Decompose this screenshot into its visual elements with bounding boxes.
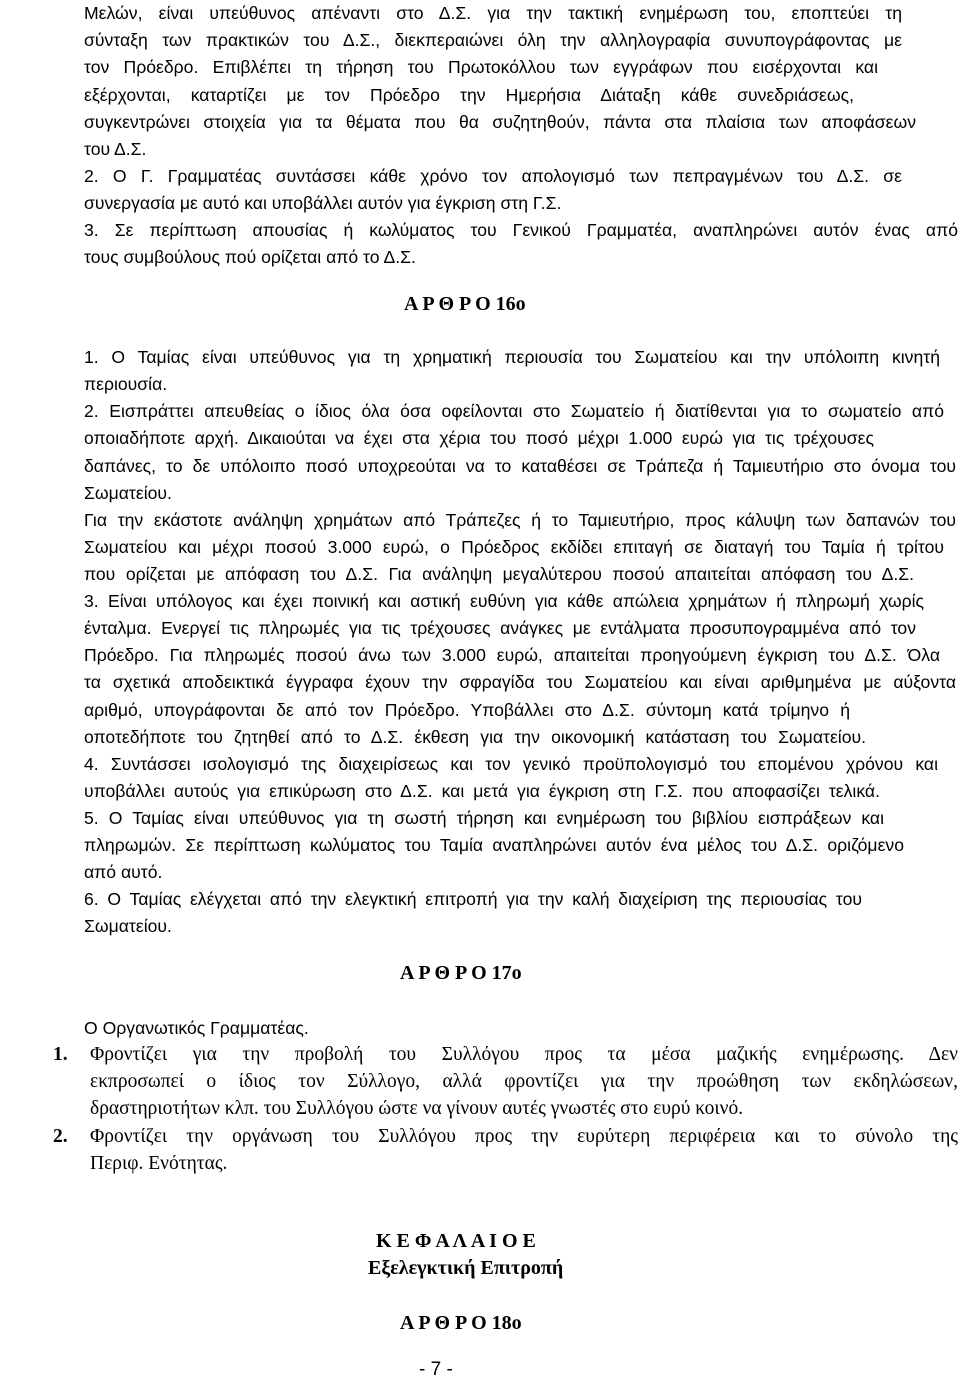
- text-line: υποβάλλει αυτούς για επικύρωση στο Δ.Σ. και μετά για έγκριση στη Γ.Σ. που αποφασίζει τελικά.: [84, 781, 880, 801]
- text-line: συνεργασία με αυτό και υποβάλλει αυτόν για έγκριση στη Γ.Σ.: [84, 193, 562, 213]
- article-16-heading: Α Ρ Θ Ρ Ο 16ο: [404, 293, 526, 315]
- chapter-subtitle: Εξελεγκτική Επιτροπή: [368, 1257, 564, 1279]
- text-line: 6. Ο Ταμίας ελέγχεται από την ελεγκτική επιτροπή για την καλή διαχείριση της περιουσίας του: [84, 889, 862, 909]
- text-line: Πρόεδρο. Για πληρωμές ποσού άνω των 3.000 ευρώ, απαιτείται προηγούμενη έγκριση του Δ.Σ. Όλα: [84, 645, 940, 665]
- text-line: Σωματείου και μέχρι ποσού 3.000 ευρώ, ο Πρόεδρος εκδίδει επιταγή σε διαταγή του Ταμία ή τρίτου: [84, 537, 944, 557]
- article-18-heading: Α Ρ Θ Ρ Ο 18ο: [400, 1312, 522, 1334]
- text-line: Για την εκάστοτε ανάληψη χρημάτων από Τράπεζες ή το Ταμιευτήριο, προς κάλυψη των δαπανών του: [84, 510, 956, 530]
- text-line: συγκεντρώνει στοιχεία για τα θέματα που θα συζητηθούν, πάντα στα πλαίσια των αποφάσεων: [84, 112, 916, 132]
- chapter-title: Κ Ε Φ Α Λ Α Ι Ο Ε: [376, 1230, 536, 1252]
- page-number: - 7 -: [419, 1359, 453, 1380]
- text-line: τον Πρόεδρο. Επιβλέπει τη τήρηση του Πρωτοκόλλου των εγγράφων που εισέρχονται και: [84, 57, 878, 77]
- list-item-line: Φροντίζει για την προβολή του Συλλόγου προς τα μέσα μαζικής ενημέρωσης. Δεν: [90, 1044, 958, 1065]
- list-item-number: 1.: [53, 1044, 68, 1065]
- text-line: από αυτό.: [84, 862, 163, 882]
- list-item-line: εκπροσωπεί ο ίδιος τον Σύλλογο, αλλά φροντίζει για την προώθηση των εκδηλώσεων,: [90, 1071, 958, 1092]
- list-item-line: Φροντίζει την οργάνωση του Συλλόγου προς την ευρύτερη περιφέρεια και το σύνολο της: [90, 1126, 958, 1147]
- text-line: οποτεδήποτε του ζητηθεί από το Δ.Σ. έκθεση για την οικονομική κατάσταση του Σωματείου.: [84, 727, 866, 747]
- text-line: 1. Ο Ταμίας είναι υπεύθυνος για τη χρηματική περιουσία του Σωματείου και την υπόλοιπη κινητή: [84, 347, 940, 367]
- text-line: εξέρχονται, καταρτίζει με τον Πρόεδρο την Ημερήσια Διάταξη κάθε συνεδριάσεως,: [84, 85, 854, 105]
- text-line: σύνταξη των πρακτικών του Δ.Σ., διεκπεραιώνει όλη την αλληλογραφία συνυπογράφοντας με: [84, 30, 902, 50]
- section-intro: Ο Οργανωτικός Γραμματέας.: [84, 1018, 309, 1038]
- list-item-line: δραστηριοτήτων κλπ. του Συλλόγου ώστε να γίνουν αυτές γνωστές στο ευρύ κοινό.: [90, 1098, 744, 1119]
- text-line: που ορίζεται με απόφαση του Δ.Σ. Για ανάληψη μεγαλύτερου ποσού απαιτείται απόφαση του Δ.Σ.: [84, 564, 914, 584]
- text-line: αριθμό, υπογράφονται δε από τον Πρόεδρο. Υποβάλλει στο Δ.Σ. σύντομη κατά τρίμηνο ή: [84, 700, 850, 720]
- text-line: Σωματείου.: [84, 916, 172, 936]
- text-line: Σωματείου.: [84, 483, 172, 503]
- text-line: πληρωμών. Σε περίπτωση κωλύματος του Ταμία αναπληρώνει αυτόν ένα μέλος του Δ.Σ. οριζόμενο: [84, 835, 904, 855]
- text-line: 2. Εισπράττει απευθείας ο ίδιος όλα όσα οφείλονται στο Σωματείο ή διατίθενται για το σωματείο από: [84, 401, 944, 421]
- text-line: τα σχετικά αποδεικτικά έγγραφα έχουν την σφραγίδα του Σωματείου και είναι αριθμημένα με αύξοντα: [84, 672, 956, 692]
- list-item-line: Περιφ. Ενότητας.: [90, 1153, 228, 1174]
- text-line: 3. Σε περίπτωση απουσίας ή κωλύματος του Γενικού Γραμματέα, αναπληρώνει αυτόν ένας από: [84, 220, 958, 240]
- text-line: περιουσία.: [84, 374, 168, 394]
- text-line: 3. Είναι υπόλογος και έχει ποινική και αστική ευθύνη για κάθε απώλεια χρημάτων ή πληρωμή χωρίς: [84, 591, 924, 611]
- text-line: του Δ.Σ.: [84, 139, 147, 159]
- article-17-heading: Α Ρ Θ Ρ Ο 17ο: [400, 962, 522, 984]
- text-line: οποιαδήποτε αρχή. Δικαιούται να έχει στα χέρια του ποσό μέχρι 1.000 ευρώ για τις τρέχουσες: [84, 428, 874, 448]
- text-line: Μελών, είναι υπεύθυνος απέναντι στο Δ.Σ. για την τακτική ενημέρωση του, εποπτεύει τη: [84, 3, 902, 23]
- text-line: 5. Ο Ταμίας είναι υπεύθυνος για τη σωστή τήρηση και ενημέρωση του βιβλίου εισπράξεων και: [84, 808, 884, 828]
- text-line: 2. Ο Γ. Γραμματέας συντάσσει κάθε χρόνο τον απολογισμό των πεπραγμένων του Δ.Σ. σε: [84, 166, 902, 186]
- text-line: 4. Συντάσσει ισολογισμό της διαχειρίσεως και τον γενικό προϋπολογισμό του επομένου χρόνου και: [84, 754, 938, 774]
- text-line: δαπάνες, το δε υπόλοιπο ποσό υποχρεούται να το καταθέσει σε Τράπεζα ή Ταμιευτήριο στο όνομα του: [84, 456, 956, 476]
- text-line: τους συμβούλους πού ορίζεται από το Δ.Σ.: [84, 247, 416, 267]
- list-item-number: 2.: [53, 1126, 68, 1147]
- text-line: ένταλμα. Ενεργεί τις πληρωμές για τις τρέχουσες ανάγκες με εντάλματα προσυπογραμμένα από τον: [84, 618, 916, 638]
